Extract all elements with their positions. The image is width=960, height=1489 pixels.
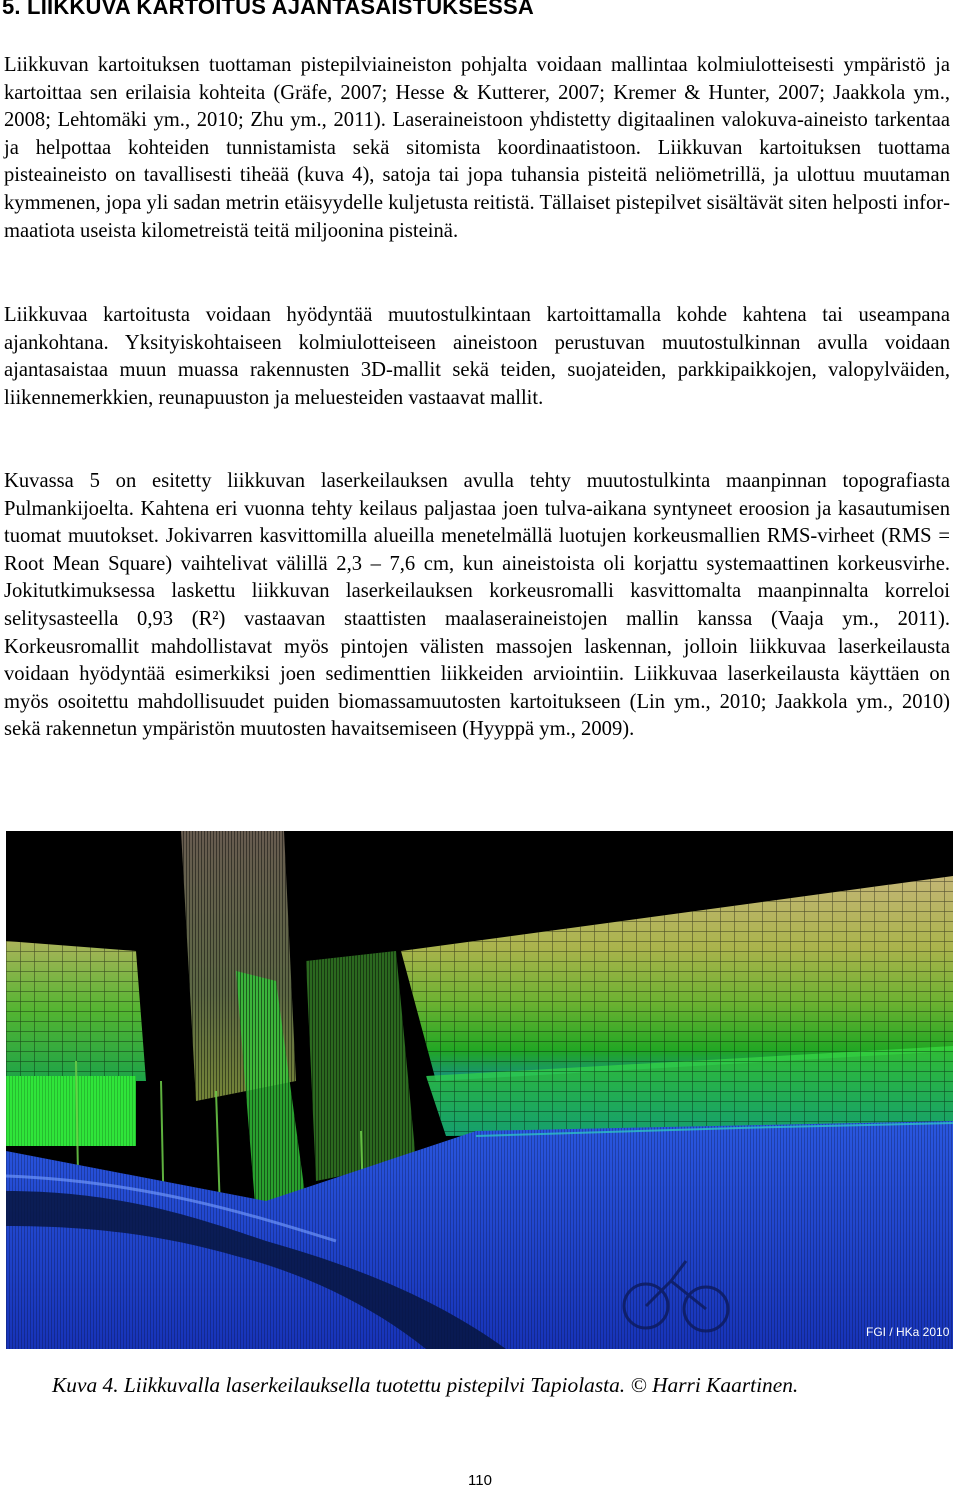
body-paragraph-3: Kuvassa 5 on esitetty liikkuvan laserkeilauksen avulla tehty muutostulkinta maanpinnan topografiasta Pulmankijoelta. Kahtena eri vuonna tehty keilaus paljastaa joen tulva-aikana syntyneet eroosion ja kasautumisen tuomat muutokset. Jokivarren kasvittomilla alueilla menetelmällä luotujen korkeusmallien RMS-virheet (RMS = Root Mean Square) vaihtelivat välillä 2,3 – 7,6 cm, kun aineistoista oli korjattu systemaattinen korkeusvirhe. Jokitutkimuksessa laskettu liikkuvan laserkeilauksen korkeusromalli kasvittomalta maanpinnalta korreloi selitysasteella 0,93 (R²) vastaavan staattisten maalaseraineistojen mallin kanssa (Vaaja ym., 2011). Korkeusromallit mahdollistavat myös pintojen välisten massojen laskennan, jolloin liikkuvaa laserkeilausta voidaan hyödyntää esimerkiksi joen sedimenttien liikkeiden arviointiin. Liikkuvaa laserkeilausta käyttäen on myös osoitettu mahdollisuudet puiden biomassamuutosten kartoitukseen (Lin ym., 2010; Jaakkola ym., 2010) sekä rakennetun ympäristön muutosten havaitsemiseen (Hyyppä ym., 2009). xyxy=(4,470,950,741)
point-cloud-image xyxy=(6,831,953,1349)
body-paragraph-1: Liikkuvan kartoituksen tuottaman pistepilviaineiston pohjalta voidaan mallintaa kolmiulotteisesti ympäristö ja kartoittaa sen erilaisia kohteita (Gräfe, 2007; Hesse & Kutterer, 2007; Kremer & Hunter, 2007; Jaakkola ym., 2008; Lehtomäki ym., 2010; Zhu ym., 2011). Laseraineistoon yhdistetty digitaalinen valokuva-aineisto tarkentaa ja helpottaa kohteiden tunnistamista sekä sitomista koordinaatistoon. Liikkuvan kartoituksen tuottama pisteaineisto on tavallisesti tiheää (kuva 4), satoja tai jopa tuhansia pisteitä neliömetrillä, ja ulottuu muutaman kymmenen, jopa yli sadan metrin etäisyydelle kuljetusta reitistä. Tällaiset pistepilvet sisältävät siten helposti informaatiota useista kilometreistä teitä miljoonina pisteinä. xyxy=(4,54,950,242)
point-cloud-figure xyxy=(6,831,953,1349)
figure-caption: Kuva 4. Liikkuvalla laserkeilauksella tuotettu pistepilvi Tapiolasta. © Harri Kaartinen. xyxy=(52,1373,799,1397)
figure-watermark: FGI / HKa 2010 xyxy=(866,1325,950,1339)
page-number: 110 xyxy=(468,1472,492,1489)
body-paragraph-2: Liikkuvaa kartoitusta voidaan hyödyntää muutostulkintaan kartoittamalla kohde kahtena tai useampana ajankohtana. Yksityiskohtaiseen kolmiulotteiseen aineistoon perustuvan muutostulkinnan avulla voidaan ajantasaistaa muun muassa rakennusten 3D-mallit sekä teiden, suojateiden, parkkipaikkojen, valopylväiden, liikennemerkkien, reunapuuston ja meluesteiden vastaavat mallit. xyxy=(4,304,950,409)
section-heading: 5. LIIKKUVA KARTOITUS AJANTASAISTUKSESSA xyxy=(2,0,534,19)
